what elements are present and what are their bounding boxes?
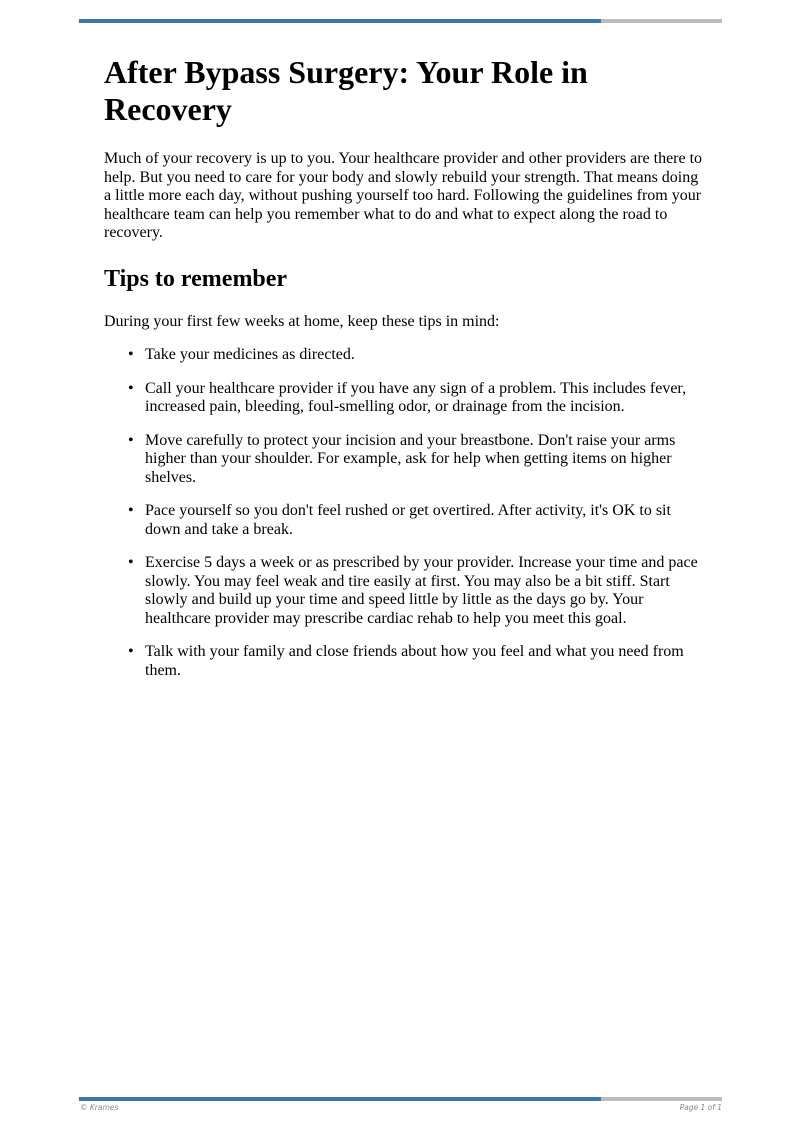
bullet-icon: • [128, 379, 134, 397]
bullet-icon: • [128, 554, 134, 571]
list-item [128, 502, 704, 539]
page-footer [80, 1103, 722, 1112]
header-rule-gray [601, 19, 722, 23]
list-item-text: Move carefully to protect your incision and your breastbone. Don't raise your arms higher than your shoulder. For example, ask for help when getting items on higher shelves. [145, 431, 676, 486]
header-rule [79, 19, 722, 23]
header-rule-accent [79, 19, 601, 23]
bullet-icon: • [128, 431, 134, 449]
tips-list [104, 346, 704, 680]
list-item-text: Pace yourself so you don't feel rushed or get overtired. After activity, it's OK to sit down and take a break. [145, 502, 671, 538]
copyright-text: © Krames [80, 1103, 119, 1112]
list-item [128, 643, 704, 680]
list-item [128, 554, 704, 628]
page-number: Page 1 of 1 [679, 1103, 722, 1112]
list-item [128, 431, 704, 488]
document-body [104, 54, 704, 695]
list-item-text: Talk with your family and close friends about how you feel and what you need from them. [145, 643, 684, 679]
list-item-text: Exercise 5 days a week or as prescribed by your provider. Increase your time and pace slowly. You may feel weak and tire easily at first. You may also be a bit stiff. Start slowly and build up your time and speed little by little as the days go by. Your healthcare provider may prescribe cardiac rehab to help you meet this goal. [145, 554, 698, 627]
intro-paragraph: Much of your recovery is up to you. Your healthcare provider and other providers are there to help. But you need to care for your body and slowly rebuild your strength. That means doing a little more each day, without pushing yourself too hard. Following the guidelines from your healthcare team can help you remember what to do and what to expect along the road to recovery. [104, 150, 703, 241]
footer-rule-gray [601, 1097, 722, 1101]
list-item [128, 346, 704, 365]
section-heading: Tips to remember [104, 265, 288, 292]
page-title: After Bypass Surgery: Your Role in Recovery [104, 54, 588, 127]
list-item-text: Take your medicines as directed. [145, 346, 355, 363]
section-lead: During your first few weeks at home, keep these tips in mind: [104, 312, 500, 330]
bullet-icon: • [128, 346, 134, 363]
bullet-icon: • [128, 643, 134, 660]
footer-rule [79, 1097, 722, 1101]
list-item-text: Call your healthcare provider if you have any sign of a problem. This includes fever, increased pain, bleeding, foul-smelling odor, or drainage from the incision. [145, 379, 687, 415]
bullet-icon: • [128, 502, 134, 519]
list-item [128, 379, 704, 417]
footer-rule-accent [79, 1097, 601, 1101]
